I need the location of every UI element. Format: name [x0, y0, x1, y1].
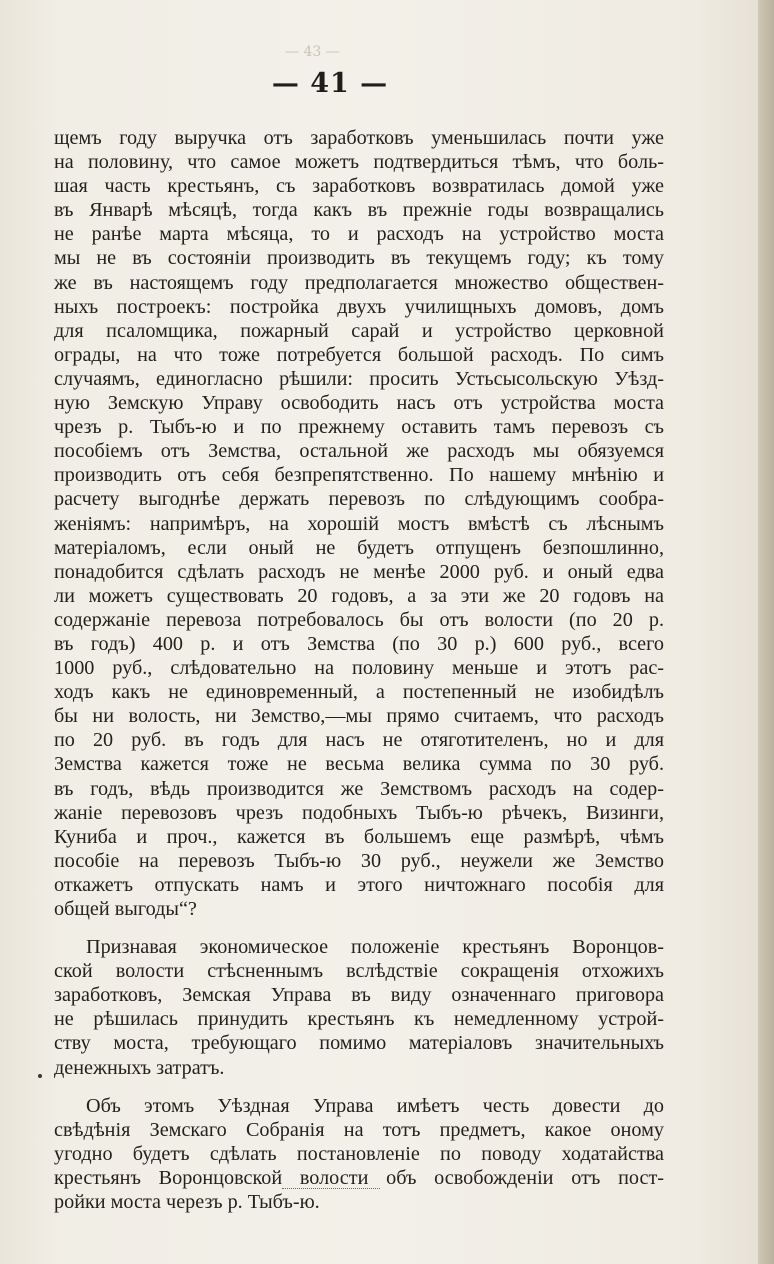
- text-line: жаніе перевозовъ чрезъ подобныхъ Тыбъ-ю рѣчекъ, Визинги,: [54, 801, 664, 824]
- text-line: въ годъ, вѣдь производится же Земствомъ расходъ на содер-: [54, 777, 664, 800]
- text-line: общей выгоды“?: [54, 898, 197, 920]
- page-body-text: [54, 126, 664, 1214]
- text-line: бы ни волость, ни Земство,—мы прямо считаемъ, что расходъ: [54, 705, 664, 728]
- text-line: мы не въ состояніи производить въ текущемъ году; къ тому: [54, 247, 664, 270]
- text-line: ской волости стѣсненнымъ вслѣдствіе сокращенія отхожихъ: [54, 960, 664, 983]
- paragraph-continued-quotation: [54, 126, 664, 921]
- text-line: Признавая экономическое положеніе крестьянъ Воронцов-: [86, 936, 664, 959]
- text-line: шая часть крестьянъ, съ заработковъ возвратилась домой уже: [54, 175, 664, 198]
- text-line: въ годъ) 400 р. и отъ Земства (по 30 р.) 600 руб., всего: [54, 632, 664, 655]
- text-line: свѣдѣнія Земскаго Собранія на тотъ предметъ, какое оному: [54, 1118, 664, 1141]
- text-line: денежныхъ затратъ.: [54, 1056, 225, 1079]
- text-line: ныхъ построекъ: постройка двухъ училищныхъ домовъ, домъ: [54, 295, 664, 318]
- text-line: понадобится сдѣлать расходъ не менѣе 2000 руб. и оный едва: [54, 560, 664, 583]
- text-line: крестьянъ Воронцовской волости объ освобожденіи отъ пост-: [54, 1166, 664, 1189]
- ink-speck: [38, 1074, 42, 1078]
- text-line: ходъ какъ не единовременный, а постепенный не изобидѣлъ: [54, 681, 664, 704]
- text-line: заработковъ, Земская Управа въ виду означеннаго приговора: [54, 984, 664, 1007]
- text-line: для псаломщика, пожарный сарай и устройство церковной: [54, 319, 664, 342]
- text-line: пособіе на перевозъ Тыбъ-ю 30 руб., неужели же Земство: [54, 849, 664, 872]
- text-line: щемъ году выручка отъ заработковъ уменьшилась почти уже: [54, 127, 664, 149]
- text-line: случаямъ, единогласно рѣшили: просить Устьсысольскую Уѣзд-: [54, 367, 664, 390]
- text-line: на половину, что самое можетъ подтвердиться тѣмъ, что боль-: [54, 151, 664, 174]
- text-line: ную Земскую Управу освободить насъ отъ устройства моста: [54, 392, 664, 415]
- text-line: расчету выгоднѣе держать перевозъ по слѣдующимъ сообра-: [54, 488, 664, 511]
- text-line: чрезъ р. Тыбъ-ю и по прежнему оставить тамъ перевозъ съ: [54, 416, 664, 439]
- bleed-through-page-number: — 43 —: [285, 44, 340, 60]
- text-line: ли можетъ существовать 20 годовъ, а за эти же 20 годовъ на: [54, 584, 664, 607]
- text-line: же въ настоящемъ году предполагается множество обществен-: [54, 271, 664, 294]
- paragraph-report-to-assembly: [54, 1094, 664, 1214]
- text-line: ству моста, требующаго помимо матеріаловъ значительныхъ: [54, 1032, 664, 1055]
- text-line: Объ этомъ Уѣздная Управа имѣетъ честь довести до: [86, 1094, 664, 1117]
- text-line: ройки моста черезъ р. Тыбъ-ю.: [54, 1191, 320, 1214]
- text-line: Куниба и проч., кажется въ большемъ еще размѣрѣ, чѣмъ: [54, 825, 664, 848]
- paragraph-economic-situation: [54, 935, 664, 1080]
- text-line: производить отъ себя безпрепятственно. По нашему мнѣнію и: [54, 464, 664, 487]
- text-line: матеріаломъ, если оный не будетъ отпущенъ безпошлинно,: [54, 536, 664, 559]
- text-line: женіямъ: напримѣръ, на хорошій мостъ вмѣстѣ съ лѣснымъ: [54, 512, 664, 535]
- text-line: въ Январѣ мѣсяцѣ, тогда какъ въ прежніе годы возвращались: [54, 199, 664, 222]
- page-number: — 41 —: [271, 68, 389, 99]
- text-line: по 20 руб. въ годъ для насъ не отяготителенъ, но и для: [54, 729, 664, 752]
- text-line: угодно будетъ сдѣлать постановленіе по поводу ходатайства: [54, 1142, 664, 1165]
- text-line: не ранѣе марта мѣсяца, то и расходъ на устройство моста: [54, 223, 664, 246]
- end-dotted-rule: [282, 1188, 380, 1189]
- text-line: содержаніе перевоза потребовалось бы отъ волости (по 20 р.: [54, 608, 664, 631]
- text-line: Земства кажется тоже не весьма велика сумма по 30 руб.: [54, 753, 664, 776]
- book-spine-edge: [758, 0, 774, 1264]
- text-line: ограды, на что тоже потребуется большой расходъ. По симъ: [54, 343, 664, 366]
- text-line: не рѣшилась принудить крестьянъ къ немедленному устрой-: [54, 1008, 664, 1031]
- text-line: пособіемъ отъ Земства, остальной же расходъ мы обязуемся: [54, 440, 664, 463]
- text-line: откажетъ отпускать намъ и этого ничтожнаго пособія для: [54, 873, 664, 896]
- text-line: 1000 руб., слѣдовательно на половину меньше и этотъ рас-: [54, 657, 664, 680]
